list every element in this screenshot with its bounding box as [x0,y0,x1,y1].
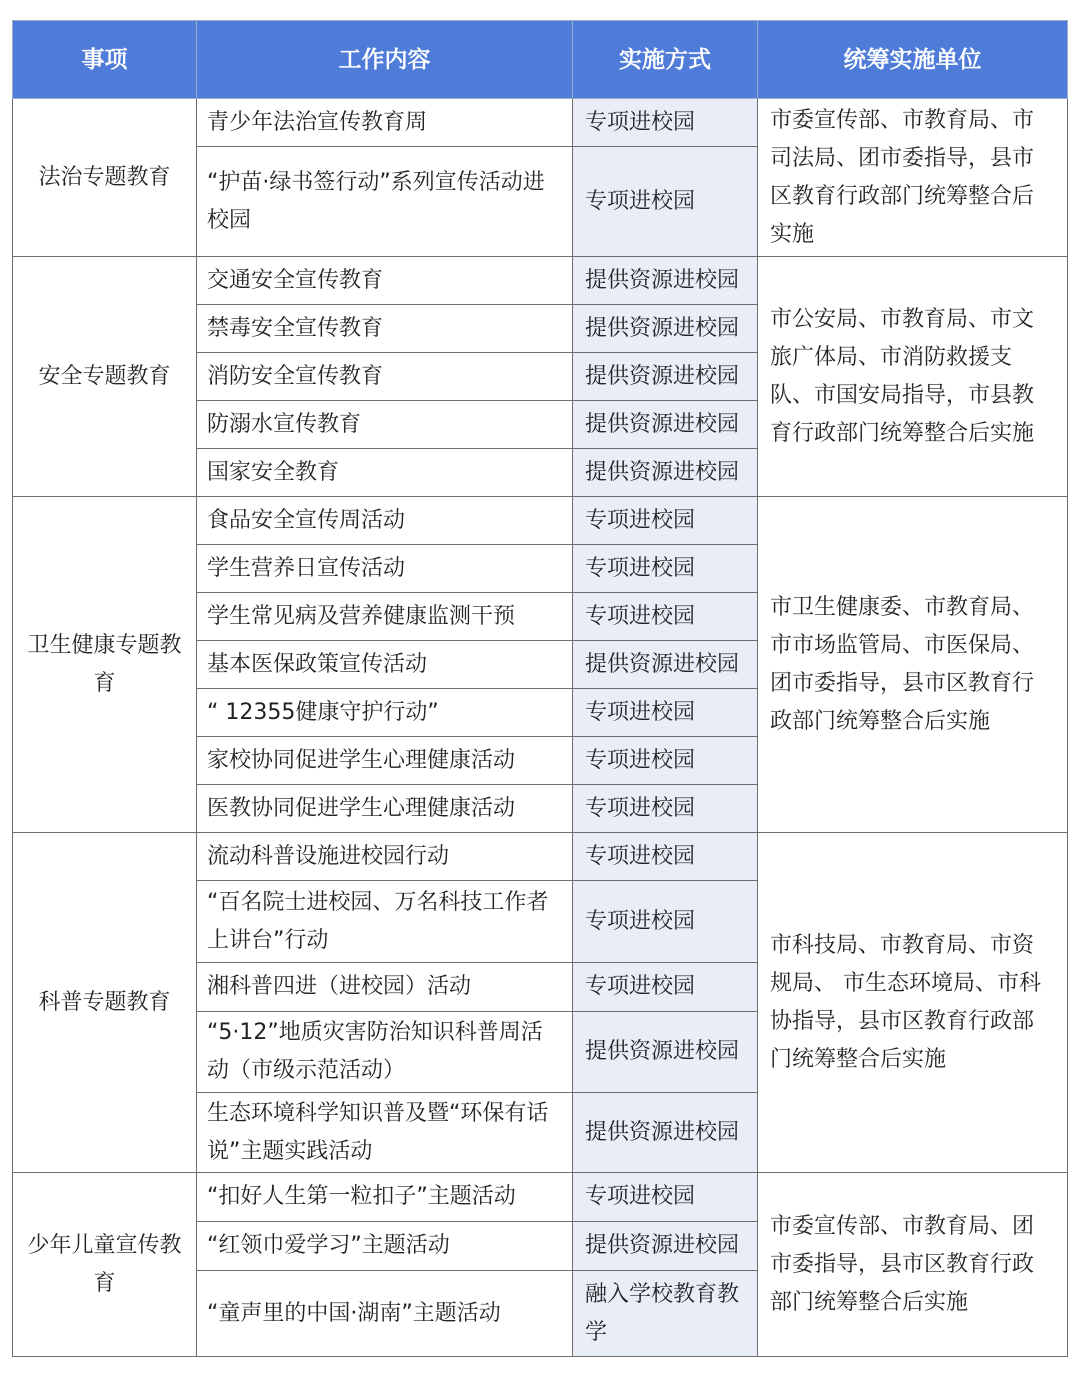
table-row [13,833,1068,881]
category-cell: 科普专题教育 [13,833,197,1173]
content-cell: 防溺水宣传教育 [197,401,573,449]
unit-cell: 市科技局、市教育局、市资规局、 市生态环境局、市科协指导，县市区教育行政部门统筹整合后实施 [758,833,1068,1173]
header-unit: 统筹实施单位 [758,21,1068,99]
unit-cell: 市委宣传部、市教育局、团市委指导，县市区教育行政部门统筹整合后实施 [758,1173,1068,1357]
method-cell: 专项进校园 [573,593,758,641]
method-cell: 专项进校园 [573,99,758,147]
unit-cell: 市委宣传部、市教育局、市司法局、团市委指导，县市区教育行政部门统筹整合后实施 [758,99,1068,257]
content-cell: “红领巾爱学习”主题活动 [197,1222,573,1271]
method-cell: 专项进校园 [573,833,758,881]
category-cell: 法治专题教育 [13,99,197,257]
content-cell: 学生营养日宣传活动 [197,545,573,593]
content-cell: “童声里的中国·湖南”主题活动 [197,1271,573,1357]
header-row [13,21,1068,99]
method-cell: 提供资源进校园 [573,641,758,689]
header-content: 工作内容 [197,21,573,99]
method-cell: 专项进校园 [573,963,758,1012]
method-cell: 提供资源进校园 [573,1093,758,1173]
content-cell: 禁毒安全宣传教育 [197,305,573,353]
method-cell: 专项进校园 [573,785,758,833]
method-cell: 专项进校园 [573,497,758,545]
content-cell: 交通安全宣传教育 [197,257,573,305]
content-cell: “扣好人生第一粒扣子”主题活动 [197,1173,573,1222]
method-cell: 提供资源进校园 [573,353,758,401]
method-cell: 提供资源进校园 [573,305,758,353]
content-cell: 流动科普设施进校园行动 [197,833,573,881]
content-cell: 湘科普四进（进校园）活动 [197,963,573,1012]
method-cell: 融入学校教育教学 [573,1271,758,1357]
method-cell: 专项进校园 [573,1173,758,1222]
content-cell: “护苗·绿书签行动”系列宣传活动进校园 [197,147,573,257]
table-row [13,257,1068,305]
method-cell: 专项进校园 [573,737,758,785]
table-row [13,497,1068,545]
content-cell: “ 12355健康守护行动” [197,689,573,737]
method-cell: 提供资源进校园 [573,401,758,449]
header-category: 事项 [13,21,197,99]
category-cell: 卫生健康专题教育 [13,497,197,833]
content-cell: 国家安全教育 [197,449,573,497]
content-cell: 学生常见病及营养健康监测干预 [197,593,573,641]
content-cell: “百名院士进校园、万名科技工作者上讲台”行动 [197,881,573,963]
content-cell: 消防安全宣传教育 [197,353,573,401]
method-cell: 提供资源进校园 [573,1222,758,1271]
table-row [13,1173,1068,1222]
table-row [13,99,1068,147]
header-method: 实施方式 [573,21,758,99]
category-cell: 安全专题教育 [13,257,197,497]
method-cell: 专项进校园 [573,147,758,257]
method-cell: 提供资源进校园 [573,1012,758,1093]
content-cell: 医教协同促进学生心理健康活动 [197,785,573,833]
content-cell: 食品安全宣传周活动 [197,497,573,545]
content-cell: 基本医保政策宣传活动 [197,641,573,689]
category-cell: 少年儿童宣传教育 [13,1173,197,1357]
unit-cell: 市卫生健康委、市教育局、市市场监管局、市医保局、团市委指导，县市区教育行政部门统筹整合后实施 [758,497,1068,833]
method-cell: 专项进校园 [573,689,758,737]
content-cell: “5·12”地质灾害防治知识科普周活动（市级示范活动） [197,1012,573,1093]
method-cell: 专项进校园 [573,881,758,963]
content-cell: 青少年法治宣传教育周 [197,99,573,147]
method-cell: 提供资源进校园 [573,257,758,305]
unit-cell: 市公安局、市教育局、市文旅广体局、市消防救援支队、市国安局指导，市县教育行政部门统筹整合后实施 [758,257,1068,497]
content-cell: 家校协同促进学生心理健康活动 [197,737,573,785]
method-cell: 专项进校园 [573,545,758,593]
content-cell: 生态环境科学知识普及暨“环保有话说”主题实践活动 [197,1093,573,1173]
method-cell: 提供资源进校园 [573,449,758,497]
education-table [12,20,1068,1357]
